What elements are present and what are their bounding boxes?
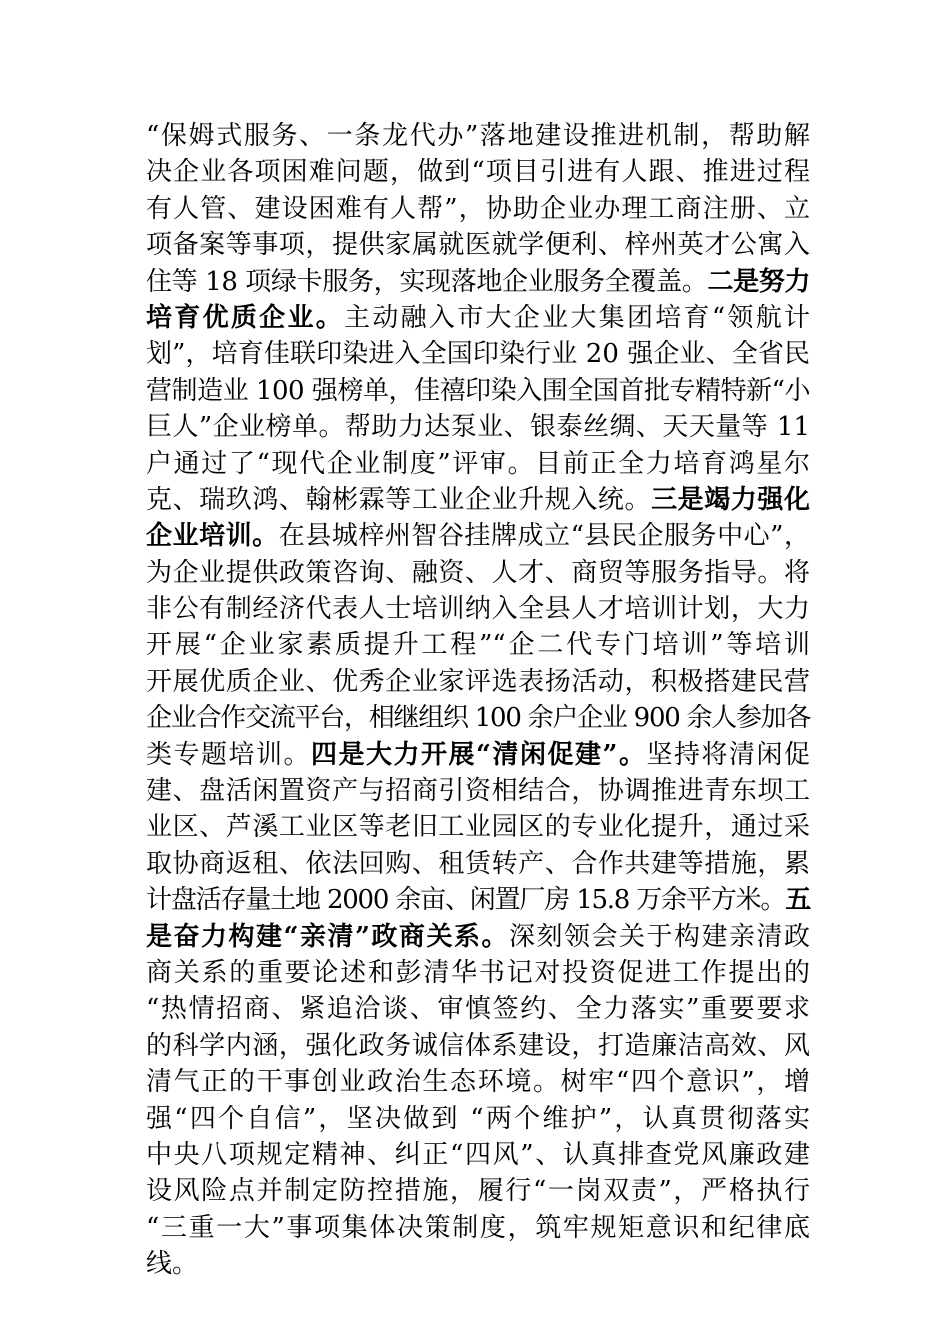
body-text: 克、瑞玖鸿、翰彬霖等工业企业升规入统。 <box>146 484 652 515</box>
body-text: 类专题培训。 <box>146 739 312 770</box>
text-line <box>146 1173 810 1209</box>
body-text: “热情招商、紧追洽谈、审慎签约、全力落实”重要要求 <box>146 994 810 1025</box>
body-text: “保姆式服务、一条龙代办”落地建设推进机制，帮助解 <box>146 121 810 151</box>
body-text: 主动融入市大企业大集团培育“领航计 <box>344 302 810 333</box>
body-paragraph <box>146 118 810 1283</box>
body-text: 建、盘活闲置资产与招商引资相结合，协调推进青东坝工 <box>146 776 810 807</box>
body-text: 项备案等事项，提供家属就医就学便利、梓州英才公寓入 <box>146 230 810 261</box>
text-line <box>146 991 810 1027</box>
bold-heading-text: 三是竭力强化 <box>651 484 810 515</box>
text-line <box>146 737 810 773</box>
body-text: 开展“企业家素质提升工程”“企二代专门培训”等培训 <box>146 630 810 661</box>
body-text: 户通过了“现代企业制度”评审。目前正全力培育鸿星尔 <box>146 448 810 479</box>
text-line <box>146 955 810 991</box>
body-text: 设风险点并制定防控措施，履行“一岗双责”，严格执行 <box>146 1176 810 1207</box>
text-line <box>146 1137 810 1173</box>
text-line <box>146 1210 810 1246</box>
text-line <box>146 1101 810 1137</box>
text-line <box>146 1028 810 1064</box>
text-line <box>146 446 810 482</box>
text-line <box>146 882 810 918</box>
bold-heading-text: 二是努力 <box>707 266 810 297</box>
body-text: 营制造业 100 强榜单，佳禧印染入围全国首批专精特新“小 <box>146 375 810 406</box>
body-text: 决企业各项困难问题，做到“项目引进有人跟、推进过程 <box>146 157 810 188</box>
body-text: 业区、芦溪工业区等老旧工业园区的专业化提升，通过采 <box>146 812 810 843</box>
body-text: 取协商返租、依法回购、租赁转产、合作共建等措施，累 <box>146 848 810 879</box>
body-text: 中央八项规定精神、纠正“四风”、认真排查党风廉政建 <box>146 1139 810 1170</box>
text-line <box>146 919 810 955</box>
body-text: 深刻领会关于构建亲清政 <box>508 921 810 952</box>
text-line <box>146 773 810 809</box>
text-line <box>146 409 810 445</box>
body-text: 有人管、建设困难有人帮”，协助企业办理工商注册、立 <box>146 193 810 224</box>
body-text: 坚持将清闲促 <box>646 739 810 770</box>
text-line <box>146 118 810 154</box>
text-line <box>146 227 810 263</box>
text-line <box>146 664 810 700</box>
text-line <box>146 700 810 736</box>
body-text: 计盘活存量土地 2000 余亩、闲置厂房 15.8 万余平方米。 <box>146 885 786 916</box>
text-line <box>146 627 810 663</box>
body-text: 开展优质企业、优秀企业家评选表扬活动，积极搭建民营 <box>146 666 810 697</box>
text-line <box>146 1064 810 1100</box>
body-text: 的科学内涵，强化政务诚信体系建设，打造廉洁高效、风 <box>146 1030 810 1061</box>
text-line <box>146 482 810 518</box>
text-line <box>146 846 810 882</box>
text-line <box>146 591 810 627</box>
bold-heading-text: 五 <box>785 885 810 916</box>
text-line <box>146 809 810 845</box>
body-text: 线。 <box>146 1249 199 1280</box>
text-line <box>146 518 810 554</box>
body-text: 巨人”企业榜单。帮助力达泵业、银泰丝绸、天天量等 11 <box>146 412 810 443</box>
body-text: 为企业提供政策咨询、融资、人才、商贸等服务指导。将 <box>146 557 810 588</box>
body-text: 企业合作交流平台，相继组织 100 余户企业 900 余人参加各 <box>146 703 811 734</box>
text-line <box>146 264 810 300</box>
text-line <box>146 555 810 591</box>
text-line <box>146 1246 810 1282</box>
bold-heading-text: 企业培训。 <box>146 521 279 552</box>
text-line <box>146 154 810 190</box>
body-text: 划”，培育佳联印染进入全国印染行业 20 强企业、全省民 <box>146 339 810 370</box>
text-line <box>146 373 810 409</box>
body-text: 商关系的重要论述和彭清华书记对投资促进工作提出的 <box>146 957 810 988</box>
body-text: 强“四个自信”，坚决做到 “两个维护”，认真贯彻落实 <box>146 1103 810 1134</box>
bold-heading-text: 是奋力构建“亲清”政商关系。 <box>146 921 509 952</box>
text-line <box>146 336 810 372</box>
body-text: 非公有制经济代表人士培训纳入全县人才培训计划，大力 <box>146 594 810 625</box>
text-line <box>146 300 810 336</box>
body-text: 住等 18 项绿卡服务，实现落地企业服务全覆盖。 <box>146 266 708 297</box>
bold-heading-text: 四是大力开展“清闲促建”。 <box>311 739 647 770</box>
body-text: 清气正的干事创业政治生态环境。树牢“四个意识”，增 <box>146 1067 810 1098</box>
bold-heading-text: 培育优质企业。 <box>146 302 345 333</box>
body-text: 在县城梓州智谷挂牌成立“县民企服务中心”， <box>278 521 810 552</box>
text-line <box>146 191 810 227</box>
body-text: “三重一大”事项集体决策制度，筑牢规矩意识和纪律底 <box>146 1212 810 1243</box>
